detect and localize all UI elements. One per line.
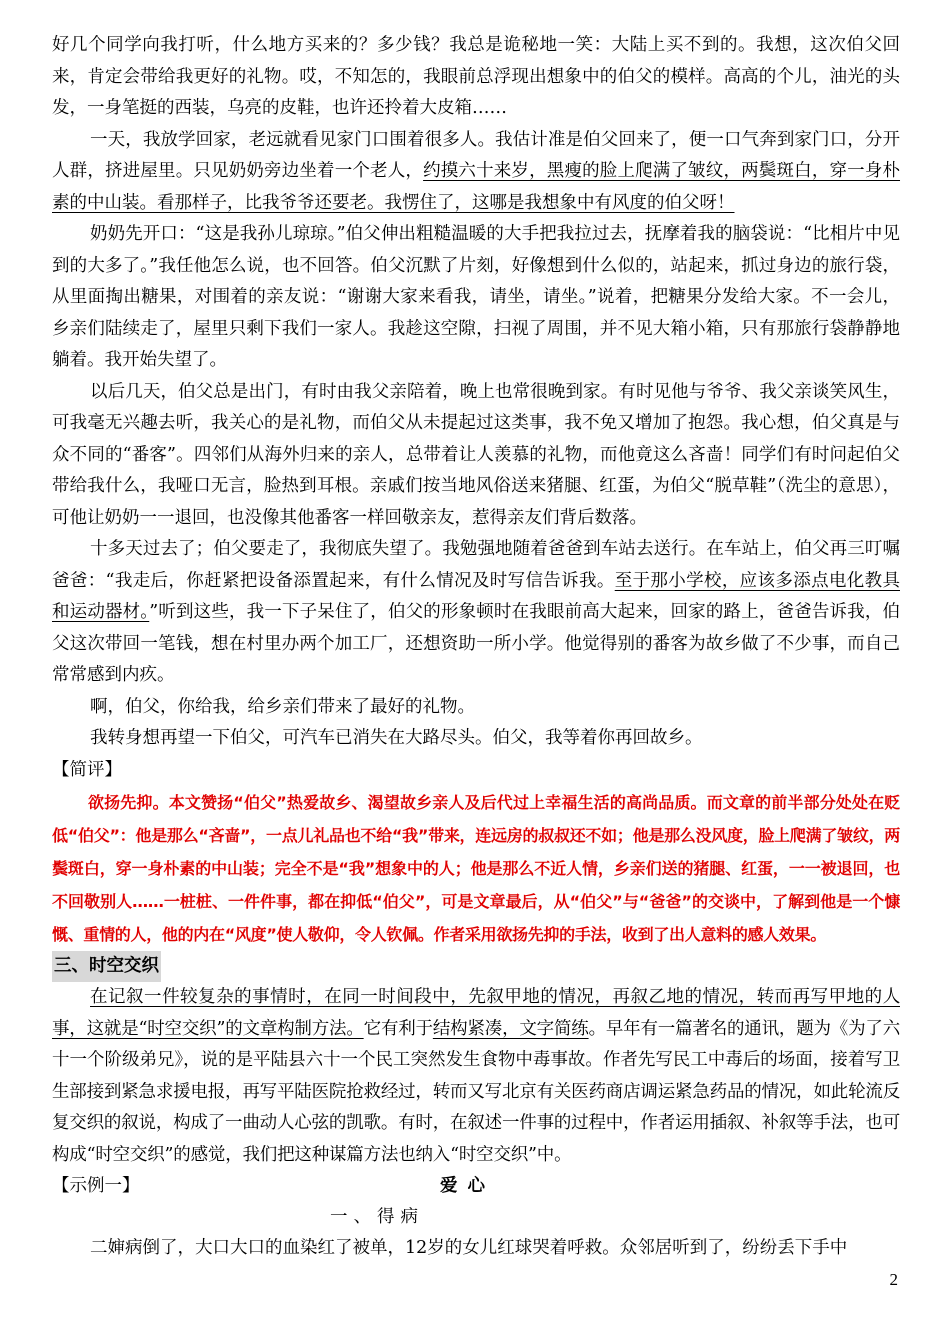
paragraph-2 xyxy=(52,125,900,220)
page-number: 2 xyxy=(889,1270,898,1289)
section-heading: 三、时空交织 xyxy=(52,951,161,982)
paragraph-7: 我转身想再望一下伯父，可汽车已消失在大路尽头。伯父，我等着你再回故乡。 xyxy=(90,728,703,748)
paragraph-8-benefit: 结构紧凑，文字简练 xyxy=(432,1018,589,1039)
document-page xyxy=(52,30,900,1265)
section-heading-row xyxy=(52,951,900,982)
paragraph-1: 好几个同学向我打听，什么地方买来的？多少钱？我总是诡秘地一笑：大陆上买不到的。我想，这次伯父回来，肯定会带给我更好的礼物。哎，不知怎的，我眼前总浮现出想象中的伯父的模样。高高的个儿，油光的头发，一身笔挺的西装，乌亮的皮鞋，也许还拎着大皮箱…… xyxy=(52,35,900,118)
paragraph-8-definition: 在记叙一件较复杂的事情时，在同一时间段中，先叙甲地的情况，再叙乙地的情况，转而再写甲地的人事，这就是“时空交织”的文章构制方法。 xyxy=(52,987,900,1039)
paragraph-8 xyxy=(52,982,900,1171)
paragraph-8-text: 它有利于 xyxy=(363,1018,433,1039)
paragraph-2-text: 一天，我放学回家，老远就看见家门口围着很多人。我估计准是伯父回来了，便一口气奔到家门口，分开人群，挤进屋里。只见奶奶旁边坐着一个老人， xyxy=(52,129,900,181)
paragraph-6: 啊，伯父，你给我，给乡亲们带来了最好的礼物。 xyxy=(90,696,475,717)
example-label: 【示例一】 xyxy=(52,1176,140,1196)
comment-text: 欲扬先抑。本文赞扬“伯父”热爱故乡、渴望故乡亲人及后代过上幸福生活的高尚品质。而文章的前半部分处处在贬低“伯父”：他是那么“吝啬”，一点儿礼品也不给“我”带来，连远房的叔叔还不如；他是那么没风度，脸上爬满了皱纹，两鬓斑白，穿一身朴素的中山装；完全不是“我”想象中的人；他是那么不近人情，乡亲们送的猪腿、红蛋，一一被退回，也不回敬别人……一桩桩、一件件事，都在抑低“伯父”，可是文章最后，从“伯父”与“爸爸”的交谈中，了解到他是一个慷慨、重情的人，他的内在“风度”使人敬仰，令人钦佩。作者采用欲扬先抑的手法，收到了出人意料的感人效果。 xyxy=(52,793,900,944)
example-title: 爱心 xyxy=(440,1176,495,1196)
paragraph-8-rest: 。早年有一篇著名的通讯，题为《为了六十一个阶级弟兄》，说的是平陆县六十一个民工突然发生食物中毒事故。作者先写民工中毒后的场面，接着写卫生部接到紧急求援电报，再写平陆医院抢救经过，转而又写北京有关医药商店调运紧急药品的情况，如此轮流反复交织的叙说，构成了一曲动人心弦的凯歌。有时，在叙述一件事的过程中，作者运用插叙、补叙等手法，也可构成“时空交织”的感觉，我们把这种谋篇方法也纳入“时空交织”中。 xyxy=(52,1018,901,1165)
paragraph-5-text: 十多天过去了；伯父要走了，我彻底失望了。我勉强地随着爸爸到车站去送行。在车站上，伯父再三叮嘱爸爸：“我走后，你赶紧把设备添置起来，有什么情况及时写信告诉我。 xyxy=(52,539,900,591)
paragraph-5-underlined: 至于那小学校，应该多添点电化教具和运动器材。 xyxy=(52,570,900,622)
example-row xyxy=(52,1171,900,1202)
paragraph-5 xyxy=(52,534,900,692)
paragraph-3: 奶奶先开口：“这是我孙儿琼琼。”伯父伸出粗糙温暖的大手把我拉过去，抚摩着我的脑袋说：“比相片中见到的大多了。”我任他怎么说，也不回答。伯父沉默了片刻，好像想到什么似的，站起来，抓过身边的旅行袋，从里面掏出糖果，对围着的亲友说：“谢谢大家来看我，请坐，请坐。”说着，把糖果分发给大家。不一会儿，乡亲们陆续走了，屋里只剩下我们一家人。我趁这空隙，扫视了周围，并不见大箱小箱，只有那旅行袋静静地躺着。我开始失望了。 xyxy=(52,224,900,370)
paragraph-5-rest: ”听到这些，我一下子呆住了，伯父的形象顿时在我眼前高大起来，回家的路上，爸爸告诉我，伯父这次带回一笔钱，想在村里办两个加工厂，还想资助一所小学。他觉得别的番客为故乡做了不少事，而自己常常感到内疚。 xyxy=(52,602,900,685)
paragraph-2-underlined: 约摸六十来岁，黑瘦的脸上爬满了皱纹，两鬓斑白，穿一身朴素的中山装。看那样子，比我爷爷还要老。我愣住了，这哪是我想象中有风度的伯父呀！ xyxy=(52,161,901,213)
comment-label: 【简评】 xyxy=(52,759,122,780)
subsection-title: 一、得病 xyxy=(330,1207,424,1227)
paragraph-4: 以后几天，伯父总是出门，有时由我父亲陪着，晚上也常很晚到家。有时见他与爷爷、我父亲谈笑风生，可我毫无兴趣去听，我关心的是礼物，而伯父从未提起过这类事，我不免又增加了抱怨。我心想，伯父真是与众不同的“番客”。四邻们从海外归来的亲人，总带着让人羡慕的礼物，而他竟这么吝啬！同学们有时问起伯父带给我什么，我哑口无言，脸热到耳根。亲戚们按当地风俗送来猪腿、红蛋，为伯父“脱草鞋”（洗尘的意思），可他让奶奶一一退回，也没像其他番客一样回敬亲友，惹得亲友们背后数落。 xyxy=(52,381,900,528)
paragraph-9: 二婶病倒了，大口大口的血染红了被单，12岁的女儿红球哭着呼救。众邻居听到了，纷纷丢下手中 xyxy=(90,1238,848,1258)
